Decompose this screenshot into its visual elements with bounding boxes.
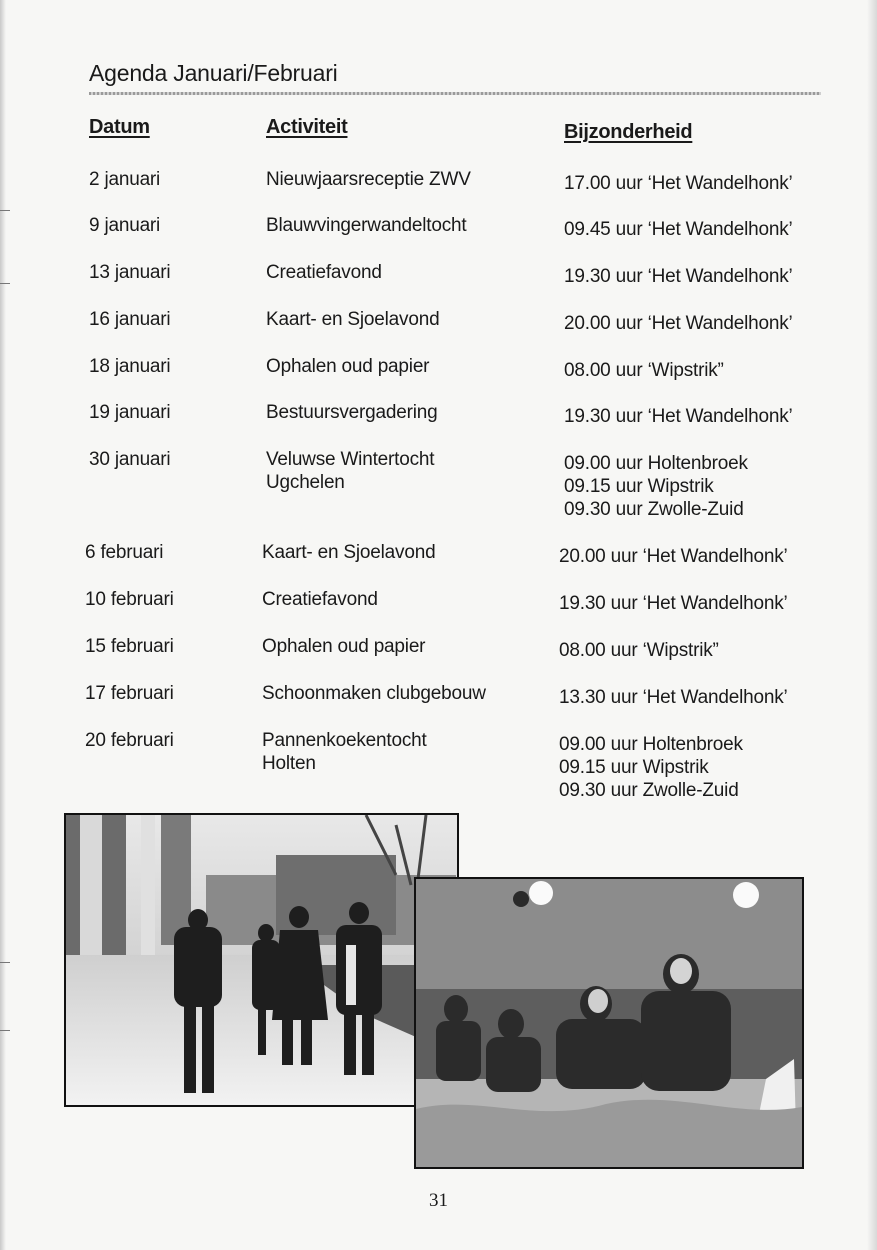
row-detail: 09.00 uur Holtenbroek <box>564 453 748 474</box>
row-date: 16 januari <box>89 309 171 330</box>
row-date: 17 februari <box>85 683 174 704</box>
edge-mark <box>0 283 10 284</box>
row-detail: 09.30 uur Zwolle-Zuid <box>564 499 744 520</box>
row-detail: 09.45 uur ‘Het Wandelhonk’ <box>564 219 793 240</box>
photo-pancake-gathering <box>414 877 804 1169</box>
row-date: 15 februari <box>85 636 174 657</box>
row-date: 2 januari <box>89 169 161 190</box>
row-activity: Kaart- en Sjoelavond <box>262 542 436 563</box>
row-detail: 19.30 uur ‘Het Wandelhonk’ <box>559 593 788 614</box>
photo-walkers-in-snow <box>64 813 459 1107</box>
row-detail: 19.30 uur ‘Het Wandelhonk’ <box>564 266 793 287</box>
row-date: 20 februari <box>85 730 174 751</box>
row-activity: Bestuursvergadering <box>266 402 438 423</box>
page-title: Agenda Januari/Februari <box>89 60 338 86</box>
row-activity: Blauwvingerwandeltocht <box>266 215 467 236</box>
row-detail: 08.00 uur ‘Wipstrik” <box>564 360 724 381</box>
row-activity: Kaart- en Sjoelavond <box>266 309 440 330</box>
edge-mark <box>0 1030 10 1031</box>
row-activity: Creatiefavond <box>262 589 378 610</box>
row-date: 9 januari <box>89 215 161 236</box>
row-activity: Veluwse Wintertocht <box>266 449 435 470</box>
row-activity: Nieuwjaarsreceptie ZWV <box>266 169 471 190</box>
row-detail: 09.15 uur Wipstrik <box>564 476 714 497</box>
binding-edge <box>0 0 6 1250</box>
row-detail: 20.00 uur ‘Het Wandelhonk’ <box>559 546 788 567</box>
row-detail: 09.00 uur Holtenbroek <box>559 734 743 755</box>
row-date: 13 januari <box>89 262 171 283</box>
edge-mark <box>0 962 10 963</box>
row-detail: 09.15 uur Wipstrik <box>559 757 709 778</box>
row-detail: 09.30 uur Zwolle-Zuid <box>559 780 739 801</box>
row-date: 18 januari <box>89 356 171 377</box>
row-date: 6 februari <box>85 542 164 563</box>
row-activity: Holten <box>262 753 316 774</box>
row-detail: 08.00 uur ‘Wipstrik” <box>559 640 719 661</box>
edge-mark <box>0 210 10 211</box>
header-date: Datum <box>89 116 150 138</box>
row-activity: Creatiefavond <box>266 262 382 283</box>
title-rule <box>89 92 821 95</box>
row-detail: 17.00 uur ‘Het Wandelhonk’ <box>564 173 793 194</box>
row-date: 10 februari <box>85 589 174 610</box>
header-activity: Activiteit <box>266 116 348 138</box>
page-right-edge <box>867 0 877 1250</box>
row-detail: 20.00 uur ‘Het Wandelhonk’ <box>564 313 793 334</box>
row-date: 19 januari <box>89 402 171 423</box>
row-activity: Ophalen oud papier <box>262 636 426 657</box>
row-date: 30 januari <box>89 449 171 470</box>
row-activity: Ugchelen <box>266 472 345 493</box>
row-activity: Pannenkoekentocht <box>262 730 427 751</box>
page-number: 31 <box>429 1190 448 1211</box>
row-activity: Ophalen oud papier <box>266 356 430 377</box>
row-detail: 13.30 uur ‘Het Wandelhonk’ <box>559 687 788 708</box>
header-detail: Bijzonderheid <box>564 121 693 143</box>
row-activity: Schoonmaken clubgebouw <box>262 683 486 704</box>
row-detail: 19.30 uur ‘Het Wandelhonk’ <box>564 406 793 427</box>
